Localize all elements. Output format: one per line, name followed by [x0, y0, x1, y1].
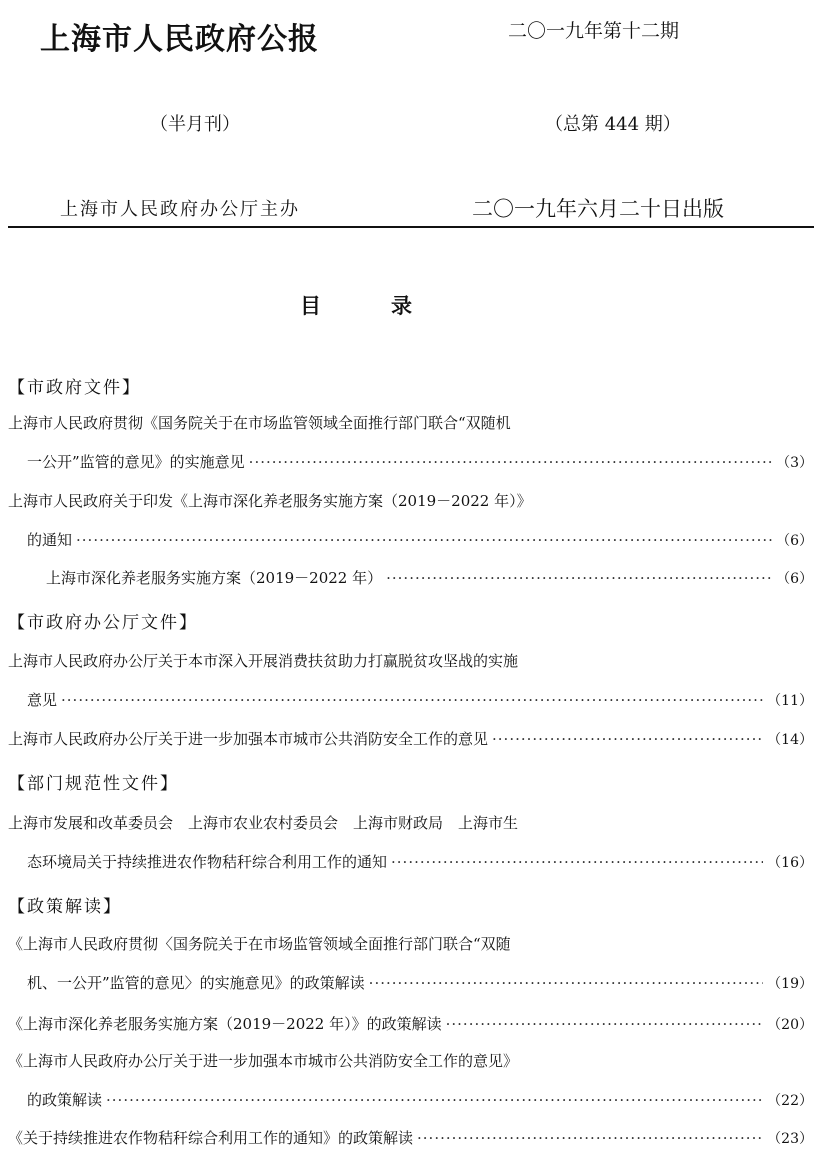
toc-entry [8, 728, 813, 750]
page-number: （14） [767, 732, 813, 748]
entry-text: 上海市发展和改革委员会 上海市农业农村委员会 上海市财政局 上海市生 [8, 814, 519, 832]
frequency: （半月刊） [150, 114, 240, 135]
dot-leader [369, 974, 764, 992]
toc-entry [8, 1089, 813, 1111]
gazette-title: 上海市人民政府公报 [40, 22, 319, 57]
page-number: （3） [776, 455, 813, 471]
toc-entry-line [8, 812, 813, 834]
dot-leader [417, 1129, 763, 1147]
entry-text: 意见 [27, 691, 58, 709]
entry-text: 《上海市人民政府办公厅关于进一步加强本市城市公共消防安全工作的意见》 [8, 1052, 519, 1070]
dot-leader [249, 453, 772, 471]
dot-leader [391, 853, 763, 871]
entry-text: 《上海市深化养老服务实施方案（2019－2022 年）》的政策解读 [8, 1015, 442, 1033]
page-number: （20） [767, 1017, 813, 1033]
section-label: 【市政府文件】 [8, 378, 141, 398]
toc-section-heading [8, 373, 813, 398]
toc-section-heading [8, 892, 813, 917]
entry-text: 上海市人民政府办公厅关于本市深入开展消费扶贫助力打赢脱贫攻坚战的实施 [8, 652, 519, 670]
entry-text: 机、一公开”监管的意见〉的实施意见》的政策解读 [27, 974, 365, 992]
toc-entry [8, 851, 813, 873]
section-label: 【部门规范性文件】 [8, 774, 179, 794]
page-number: （19） [767, 976, 813, 992]
page-number: （11） [767, 693, 813, 709]
publish-date: 二〇一九年六月二十日出版 [472, 197, 724, 221]
entry-text: 上海市深化养老服务实施方案（2019－2022 年） [46, 569, 383, 587]
toc-entry-line [8, 490, 813, 512]
toc-entry-line [8, 412, 813, 434]
toc-entry [8, 689, 813, 711]
toc-entry-line [8, 933, 813, 955]
entry-text: 的政策解读 [27, 1091, 103, 1109]
page-number: （6） [776, 533, 813, 549]
toc-entry-line [8, 650, 813, 672]
sponsor: 上海市人民政府办公厅主办 [60, 199, 300, 220]
dot-leader [76, 531, 772, 549]
issue-number: 二〇一九年第十二期 [508, 20, 680, 42]
toc-entry [8, 1127, 813, 1149]
entry-text: 的通知 [27, 531, 73, 549]
toc-entry [8, 529, 813, 551]
toc-entry-line [8, 1050, 813, 1072]
section-label: 【政策解读】 [8, 897, 122, 917]
toc-entry [8, 1013, 813, 1035]
total-issue: （总第 444 期） [545, 114, 681, 135]
dot-leader [492, 730, 763, 748]
page-number: （23） [767, 1131, 813, 1147]
entry-text: 态环境局关于持续推进农作物秸秆综合利用工作的通知 [27, 853, 388, 871]
toc-entry [8, 972, 813, 994]
section-label: 【市政府办公厅文件】 [8, 613, 198, 633]
header-divider [8, 226, 814, 228]
page-number: （22） [767, 1093, 813, 1109]
dot-leader [61, 691, 763, 709]
entry-text: 上海市人民政府贯彻《国务院关于在市场监管领域全面推行部门联合“双随机 [8, 414, 511, 432]
dot-leader [446, 1015, 764, 1033]
entry-text: 《关于持续推进农作物秸秆综合利用工作的通知》的政策解读 [8, 1129, 414, 1147]
entry-text: 一公开”监管的意见》的实施意见 [27, 453, 245, 471]
dot-leader [106, 1091, 763, 1109]
toc-entry [8, 567, 813, 589]
page-number: （6） [776, 571, 813, 587]
entry-text: 上海市人民政府关于印发《上海市深化养老服务实施方案（2019－2022 年）》 [8, 492, 532, 510]
page-number: （16） [767, 855, 813, 871]
entry-text: 上海市人民政府办公厅关于进一步加强本市城市公共消防安全工作的意见 [8, 730, 489, 748]
toc-section-heading [8, 769, 813, 794]
dot-leader [386, 569, 772, 587]
toc-title: 目录 [300, 293, 482, 318]
toc-section-heading [8, 608, 813, 633]
entry-text: 《上海市人民政府贯彻〈国务院关于在市场监管领域全面推行部门联合“双随 [8, 935, 511, 953]
toc-entry [8, 451, 813, 473]
